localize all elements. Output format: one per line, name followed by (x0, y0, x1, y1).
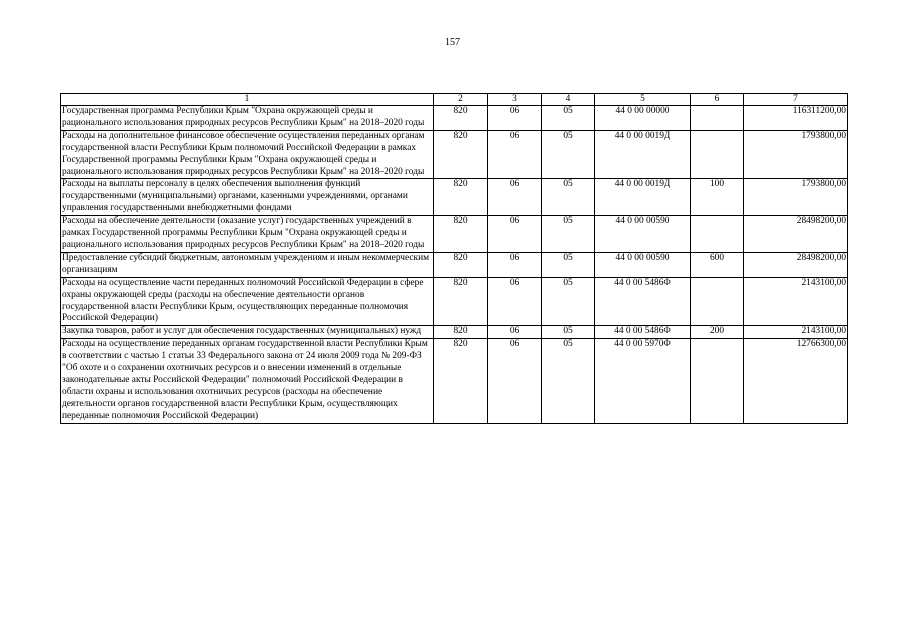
ministry-code: 820 (434, 130, 488, 179)
amount: 1793800,00 (744, 179, 848, 216)
expense-name: Государственная программа Республики Крым "Охрана окружающей среды и рационального использования природных ресурсов Республики Крым" на 2018–2020 годы (61, 106, 434, 131)
amount: 2143100,00 (744, 277, 848, 326)
table-header-row (61, 94, 848, 106)
expense-name: Расходы на выплаты персоналу в целях обеспечения выполнения функций государственными (муниципальными) органами, казенными учреждениями, органами управления государственными внебюджетными фондами (61, 179, 434, 216)
target-article-code: 44 0 00 0019Д (595, 130, 691, 179)
expense-type-code (691, 130, 744, 179)
subsection-code: 05 (542, 216, 595, 253)
ministry-code: 820 (434, 106, 488, 131)
target-article-code: 44 0 00 00590 (595, 252, 691, 277)
subsection-code: 05 (542, 339, 595, 423)
budget-table (60, 93, 848, 424)
ministry-code: 820 (434, 326, 488, 339)
subsection-code: 05 (542, 179, 595, 216)
amount: 1793800,00 (744, 130, 848, 179)
section-code: 06 (488, 339, 542, 423)
column-header: 2 (434, 94, 488, 106)
ministry-code: 820 (434, 252, 488, 277)
section-code: 06 (488, 326, 542, 339)
expense-name: Расходы на обеспечение деятельности (оказание услуг) государственных учреждений в рамках Государственной программы Республики Крым "Охрана окружающей среды и рационального использования природных ресурсов Республики Крым" на 2018–2020 годы (61, 216, 434, 253)
section-code: 06 (488, 277, 542, 326)
expense-type-code (691, 339, 744, 423)
section-code: 06 (488, 179, 542, 216)
column-header: 5 (595, 94, 691, 106)
column-header: 4 (542, 94, 595, 106)
expense-name: Расходы на дополнительное финансовое обеспечение осуществления переданных органам государственной власти Республики Крым полномочий Российской Федерации в рамках Государственной программы Республики Крым "Охрана окружающей среды и рационального использования природных ресурсов Республики Крым" на 2018–2020 годы (61, 130, 434, 179)
expense-name: Расходы на осуществление части переданных полномочий Российской Федерации в сфере охраны окружающей среды (расходы на обеспечение деятельности органов государственной власти Республики Крым, осуществляющих переданные полномочия Российской Федерации) (61, 277, 434, 326)
section-code: 06 (488, 130, 542, 179)
column-header: 7 (744, 94, 848, 106)
ministry-code: 820 (434, 216, 488, 253)
expense-name: Закупка товаров, работ и услуг для обеспечения государственных (муниципальных) нужд (61, 326, 434, 339)
expense-type-code: 100 (691, 179, 744, 216)
amount: 116311200,00 (744, 106, 848, 131)
section-code: 06 (488, 106, 542, 131)
expense-name: Предоставление субсидий бюджетным, автономным учреждениям и иным некоммерческим организациям (61, 252, 434, 277)
table-row (61, 106, 848, 131)
ministry-code: 820 (434, 339, 488, 423)
page-number: 157 (445, 37, 460, 48)
target-article-code: 44 0 00 00590 (595, 216, 691, 253)
target-article-code: 44 0 00 5486Ф (595, 326, 691, 339)
column-header: 6 (691, 94, 744, 106)
expense-name: Расходы на осуществление переданных органам государственной власти Республики Крым в соответствии с частью 1 статьи 33 Федерального закона от 24 июля 2009 года № 209-ФЗ "Об охоте и о сохранении охотничьих ресурсов и о внесении изменений в отдельные законодательные акты Российской Федерации" полномочий Российской Федерации в области охраны и использования охотничьих ресурсов (расходы на обеспечение деятельности органов государственной власти Республики Крым, осуществляющих переданные полномочия Российской Федерации) (61, 339, 434, 423)
amount: 12766300,00 (744, 339, 848, 423)
subsection-code: 05 (542, 277, 595, 326)
subsection-code: 05 (542, 130, 595, 179)
section-code: 06 (488, 252, 542, 277)
table-row (61, 179, 848, 216)
target-article-code: 44 0 00 0019Д (595, 179, 691, 216)
table-row (61, 326, 848, 339)
ministry-code: 820 (434, 179, 488, 216)
amount: 28498200,00 (744, 216, 848, 253)
section-code: 06 (488, 216, 542, 253)
amount: 28498200,00 (744, 252, 848, 277)
expense-type-code (691, 216, 744, 253)
subsection-code: 05 (542, 106, 595, 131)
target-article-code: 44 0 00 5486Ф (595, 277, 691, 326)
ministry-code: 820 (434, 277, 488, 326)
expense-type-code (691, 277, 744, 326)
expense-type-code: 200 (691, 326, 744, 339)
table-row (61, 277, 848, 326)
target-article-code: 44 0 00 5970Ф (595, 339, 691, 423)
column-header: 3 (488, 94, 542, 106)
expense-type-code (691, 106, 744, 131)
target-article-code: 44 0 00 00000 (595, 106, 691, 131)
table-row (61, 130, 848, 179)
table-row (61, 339, 848, 423)
table-row (61, 216, 848, 253)
subsection-code: 05 (542, 252, 595, 277)
subsection-code: 05 (542, 326, 595, 339)
expense-type-code: 600 (691, 252, 744, 277)
table-row (61, 252, 848, 277)
amount: 2143100,00 (744, 326, 848, 339)
column-header: 1 (61, 94, 434, 106)
